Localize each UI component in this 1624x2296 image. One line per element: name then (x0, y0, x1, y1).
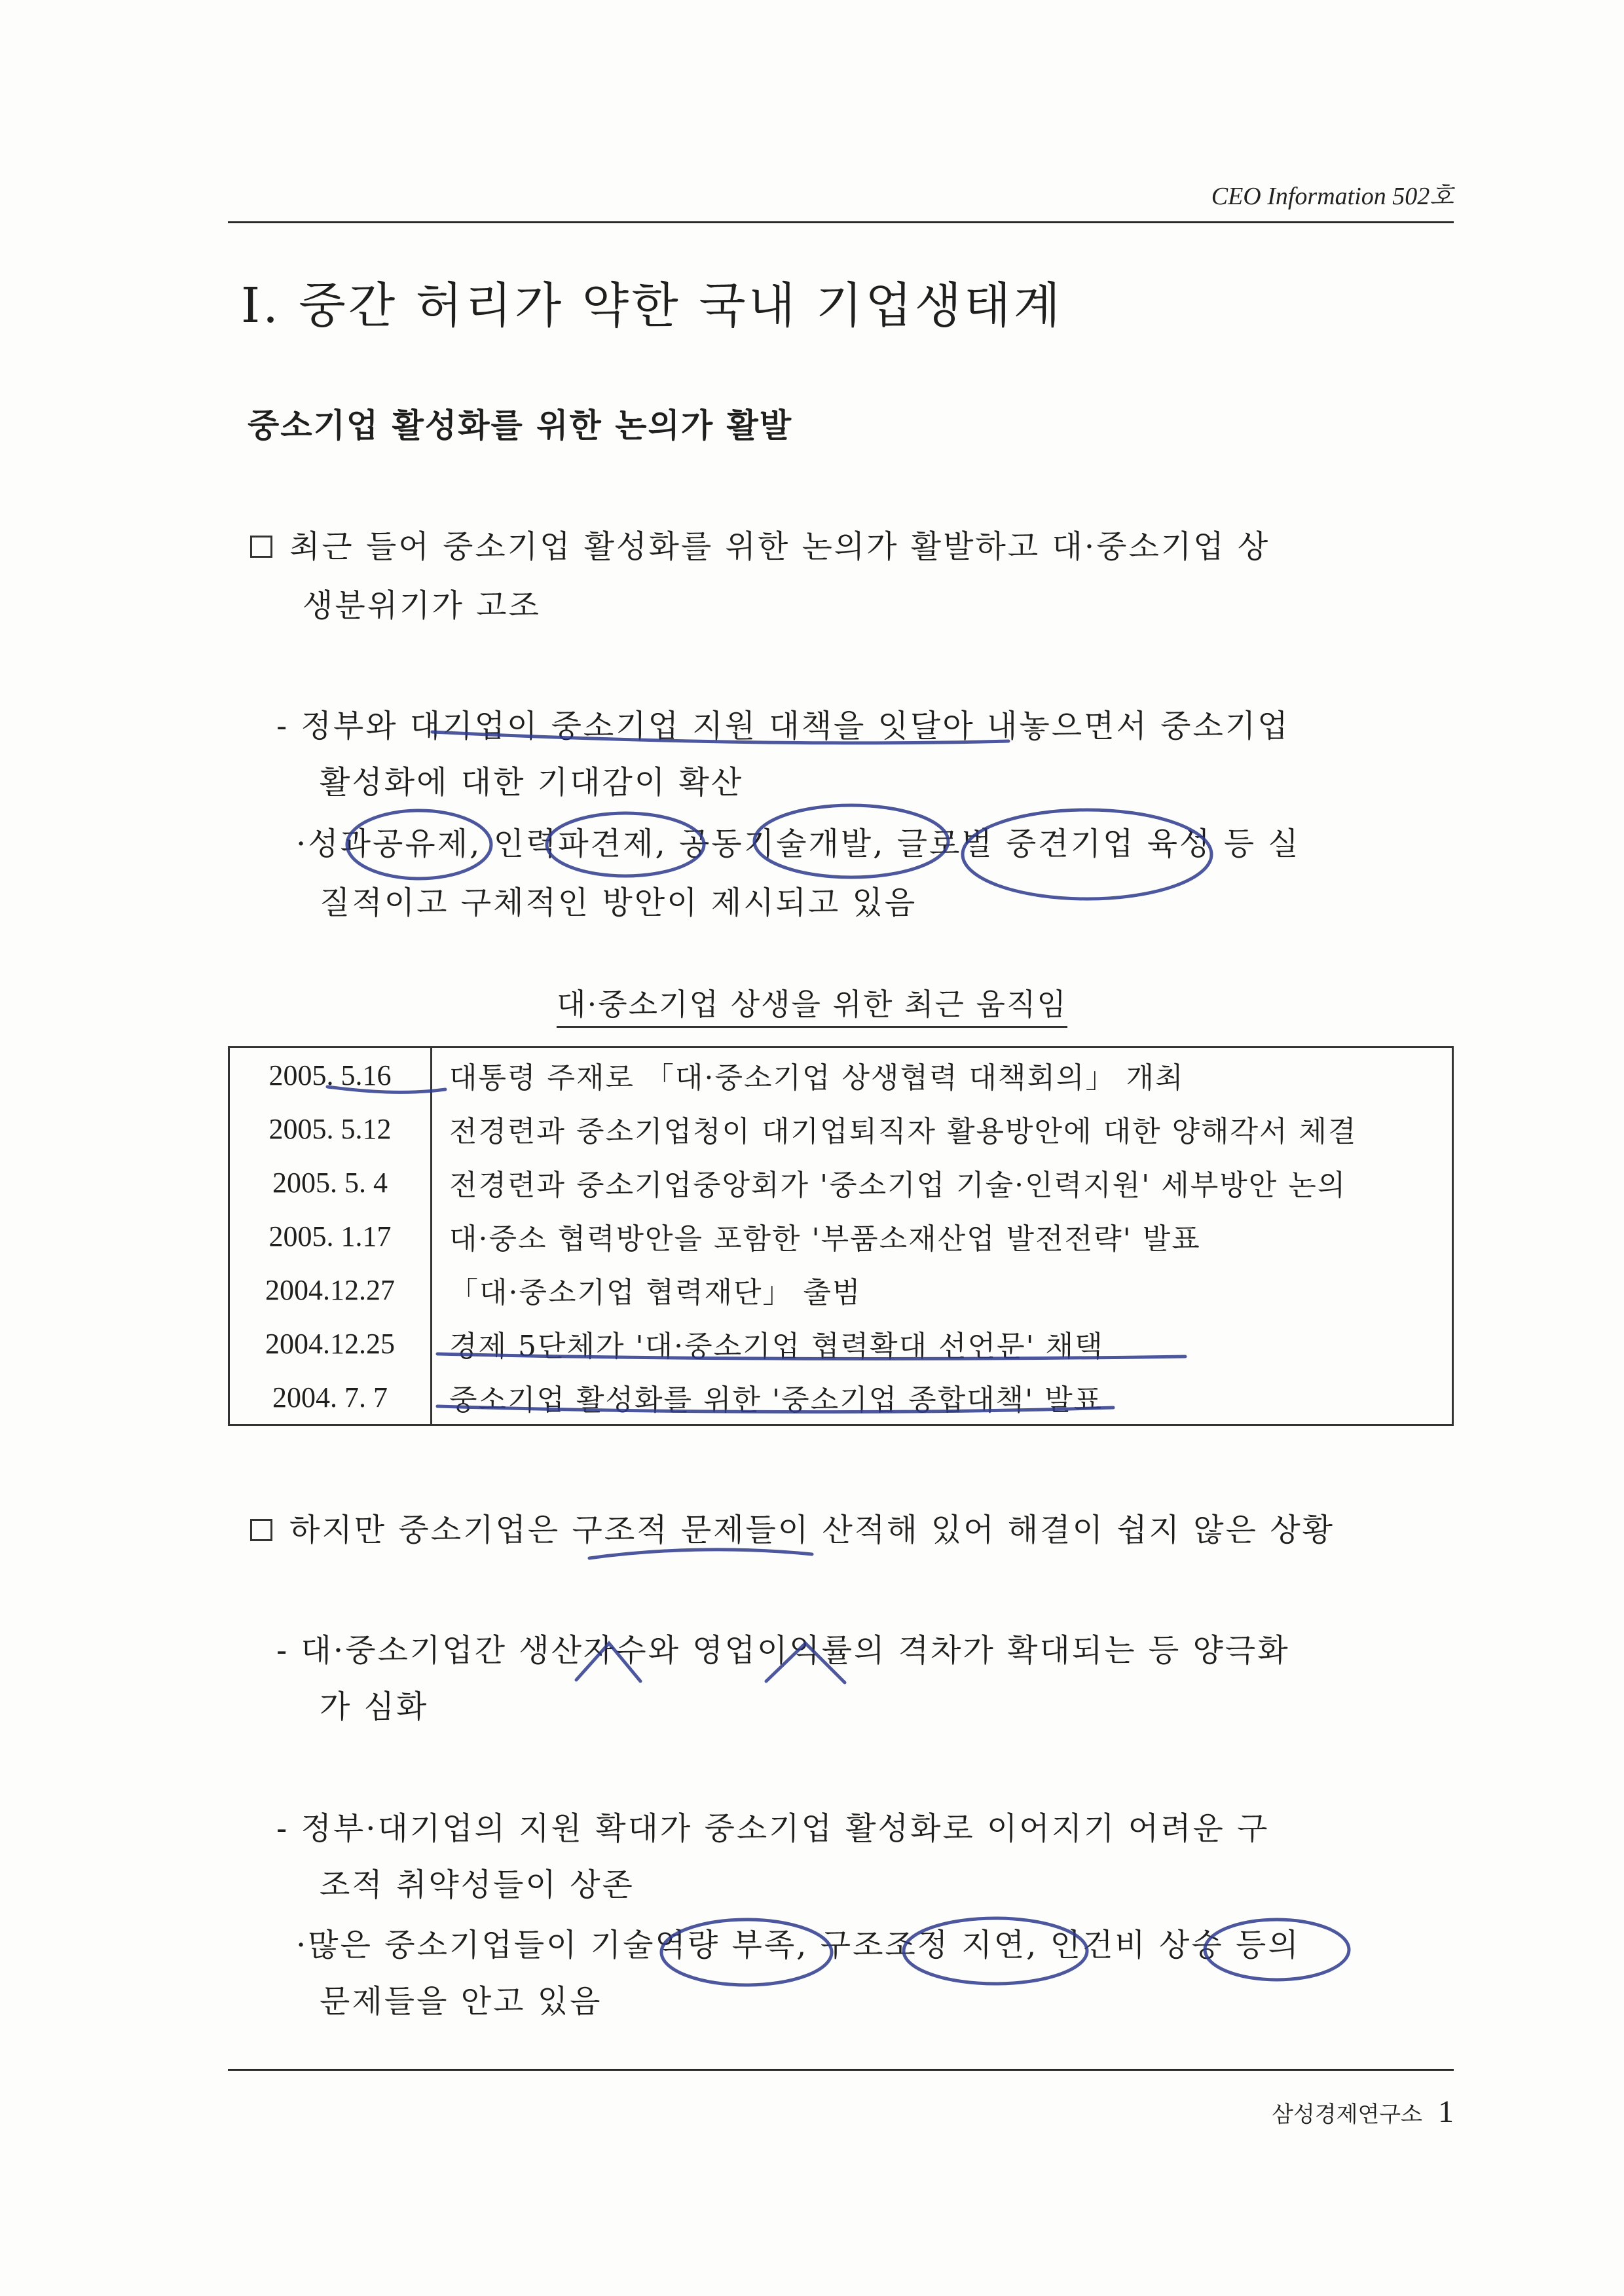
row-event: 경제 5단체가 '대·중소기업 협력확대 선언문' 채택 (449, 1330, 1104, 1363)
table-row (229, 1156, 1453, 1209)
publication-header: CEO Information 502호 (1211, 183, 1454, 210)
dash-item-1-line-1: - 정부와 대기업이 중소기업 지원 대책을 잇달아 내놓으면서 중소기업 (276, 708, 1290, 744)
dash-item-1-line-2: 활성화에 대한 기대감이 확산 (320, 764, 744, 801)
row-date: 2005. 5.16 (229, 1048, 432, 1102)
row-date: 2005. 5. 4 (229, 1156, 432, 1209)
dash-item-3-line-2: 조적 취약성들이 상존 (320, 1867, 635, 1903)
checkbox-icon (250, 536, 272, 558)
row-event: 대통령 주재로 「대·중소기업 상생협력 대책회의」 개최 (449, 1061, 1185, 1095)
dash-item-2-line-2: 가 심화 (320, 1688, 429, 1725)
table-row (229, 1048, 1453, 1102)
footer-org: 삼성경제연구소 (1272, 2102, 1422, 2128)
row-date: 2005. 5.12 (229, 1102, 432, 1156)
table-caption (0, 981, 1624, 1024)
bullet-item-1-line-1: ·성과공유제, 인력파견제, 공동기술개발, 글로벌 중견기업 육성 등 실 (296, 826, 1301, 862)
row-event: 대·중소 협력방안을 포함한 '부품소재산업 발전전략' 발표 (449, 1222, 1201, 1256)
dash-item-2-line-1: - 대·중소기업간 생산자수와 영업이익률의 격차가 확대되는 등 양극화 (276, 1632, 1290, 1669)
paragraph-1 (250, 517, 1270, 576)
section-heading: 중소기업 활성화를 위한 논의가 활발 (248, 406, 793, 445)
bullet-item-2-line-2: 문제들을 안고 있음 (320, 1983, 602, 2020)
row-date: 2005. 1.17 (229, 1209, 432, 1263)
timeline-table (228, 1046, 1454, 1426)
chapter-title: Ⅰ. 중간 허리가 약한 국내 기업생태계 (241, 278, 1063, 334)
header-rule (228, 221, 1454, 223)
row-event: 중소기업 활성화를 위한 '중소기업 종합대책' 발표 (449, 1383, 1103, 1417)
paragraph-2-line-1: 하지만 중소기업은 구조적 문제들이 산적해 있어 해결이 쉽지 않은 상황 (289, 1512, 1335, 1548)
table-row (229, 1102, 1453, 1156)
bullet-item-2-line-1: ·많은 중소기업들이 기술역량 부족, 구조조정 지연, 인건비 상승 등의 (296, 1927, 1301, 1963)
checkbox-icon (250, 1519, 272, 1541)
table-row (229, 1209, 1453, 1263)
paragraph-1-line-2: 생분위기가 고조 (303, 587, 541, 624)
paragraph-1-line-1: 최근 들어 중소기업 활성화를 위한 논의가 활발하고 대·중소기업 상 (289, 528, 1270, 565)
table-row (229, 1370, 1453, 1425)
row-date: 2004.12.25 (229, 1317, 432, 1370)
table-row (229, 1317, 1453, 1370)
table-caption-text: 대·중소기업 상생을 위한 최근 움직임 (557, 987, 1067, 1028)
footer (1113, 2094, 1454, 2130)
row-event: 전경련과 중소기업청이 대기업퇴직자 활용방안에 대한 양해각서 체결 (449, 1115, 1357, 1148)
dash-item-3-line-1: - 정부·대기업의 지원 확대가 중소기업 활성화로 이어지기 어려운 구 (276, 1810, 1270, 1847)
footer-rule (228, 2069, 1454, 2071)
page-number: 1 (1438, 2094, 1454, 2129)
paragraph-2 (250, 1501, 1335, 1559)
row-event: 「대·중소기업 협력재단」 출범 (449, 1276, 862, 1309)
row-event: 전경련과 중소기업중앙회가 '중소기업 기술·인력지원' 세부방안 논의 (449, 1169, 1347, 1202)
row-date: 2004.12.27 (229, 1263, 432, 1317)
table-row (229, 1263, 1453, 1317)
bullet-item-1-line-2: 질적이고 구체적인 방안이 제시되고 있음 (320, 884, 917, 921)
row-date: 2004. 7. 7 (229, 1370, 432, 1425)
